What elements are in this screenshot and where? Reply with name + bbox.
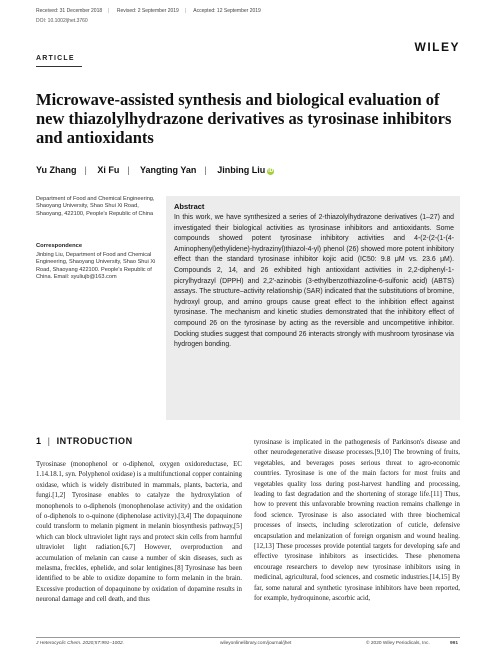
footer-url[interactable]: wileyonlinelibrary.com/journal/jhet xyxy=(220,641,292,646)
intro-left-column: Tyrosinase (monophenol or o-diphenol, oxygen oxidoreductase, EC 1.14.18.1, syn. Polyphenol oxidase) is a multifunctional copper containing oxidase, which is widely distributed in mammals, plants, bacteria, and fungi.[1,2] Tyrosinase enables to catalyze the hydroxylation of monophenols to o-diphenols (monophenolase activity) and the oxidation of o-diphenols to o-quinone (diphenolase activity).[3,4] The dopaquinone could transform to melanin pigment in melanin biosynthesis pathway,[5] which can block ultraviolet light rays and protect skin cells from harmful ultraviolet light radiation.[6,7] However, overproduction and accumulation of melanin can cause a number of skin diseases, such as melasma, freckles, ephelide, and solar lentigines.[8] Tyrosinase has been identified to be able to oxidize dopamine to form melanin in the brain. Excessive production of dopaquinone by oxidation of dopamine results in neuronal damage and cell death, and thus xyxy=(36,461,242,604)
footer-copyright: © 2020 Wiley Periodicals, Inc. xyxy=(366,641,430,646)
author-list: Yu Zhang | Xi Fu | Yangting Yan | Jinbing Liu iD xyxy=(36,165,274,175)
author-name: Jinbing Liu xyxy=(217,165,266,175)
paper-title: Microwave-assisted synthesis and biological evaluation of new thiazolylhydrazone derivatives as tyrosinase inhibitors and antioxidants xyxy=(36,90,452,147)
section-heading: 1 | INTRODUCTION xyxy=(36,436,133,446)
orcid-icon[interactable]: iD xyxy=(268,168,274,174)
abstract-text: In this work, we have synthesized a series of 2-thiazolylhydrazone derivatives (1–27) and investigated their biological activities as tyrosinase inhibitors and antioxidants. Some compounds showed potent tyrosinase inhibitory activities and 4-(2-(2-(1-(4-Aminophenyl)ethylidene)-hydrazinyl)thiazol-4-yl) phenol (26) showed more potent inhibitory effect than the standard tyrosinase inhibitor kojic acid (IC50: 9.8 μM vs. 23.6 μM). Compounds 2, 14, and 26 exhibited high antioxidant activities in 2,2-diphenyl-1-picrylhydrazyl (DPPH) and 2,2′-azinobis (3-ethylbenzothiazoline-6-sulfonic acid) (ABTS) assays. The structure–activity relationship (SAR) indicated that the substitutions of bromine, hydroxyl group, and amino groups cause great effect to the inhibition effect against tyrosinase. The mechanism and kinetic studies demonstrated that the inhibitory effect of compound 26 on the tyrosinase by acting as the reversible and uncompetitive inhibitor. Docking studies suggest that compound 26 interacts strongly with mushroom tyrosinase via hydrogen bonding. xyxy=(174,214,454,349)
article-type-rule xyxy=(36,66,82,67)
publisher-logo: WILEY xyxy=(414,40,460,54)
page-number: 991 xyxy=(450,641,459,646)
author-name: Xi Fu xyxy=(97,165,120,175)
section-title: INTRODUCTION xyxy=(56,436,133,446)
article-dates: Received: 31 December 2018 | Revised: 2 September 2019 | Accepted: 12 September 2019 xyxy=(36,8,261,14)
section-number: 1 xyxy=(36,436,42,446)
intro-right-column: tyrosinase is implicated in the pathogenesis of Parkinson's disease and other neurodegenerative disease processes.[9,10] The browning of fruits, vegetables, and beverages poses serious threat to agro-economic countries. Tyrosinase is one of the main factors for most fruits and vegetables quality loss during post-harvest handling and processing, leading to fast degradation and the shortening of storage life.[11] Thus, how to prevent this unfavorable browning reaction remains challenge in food science. Tyrosinase is also associated with three biochemical processes of insects, including sclerotization of cuticle, defensive encapsulation and melanization of foreign organism and wound healing.[12,13] These processes provide potential targets for developing safe and effective tyrosinase inhibitors as insecticides. These phenomena encourage researchers to develop new tyrosinase inhibitors using in medicinal, agricultural, food sciences, and cosmetic industries.[14,15] By far, some natural and synthetic tyrosinase inhibitors have been reported, for example, hydroquinone, ascorbic acid, xyxy=(254,439,460,603)
footer-journal: J Heterocyclic Chem. 2020;57:991–1002. xyxy=(36,641,124,646)
correspondence-text: Jinbing Liu, Department of Food and Chemical Engineering, Shaoyang University, Shao Shui Xi Road, Shaoyang 422100. People's Republic of China. Email: syuliujb@163.com xyxy=(36,252,156,281)
author-name: Yangting Yan xyxy=(140,165,197,175)
accepted-date: Accepted: 12 September 2019 xyxy=(193,8,261,14)
abstract-heading: Abstract xyxy=(174,202,205,211)
footer-rule xyxy=(36,637,460,638)
article-type: ARTICLE xyxy=(36,55,75,62)
revised-date: Revised: 2 September 2019 xyxy=(116,8,179,14)
affiliation: Department of Food and Chemical Engineering, Shaoyang University, Shao Shui Xi Road, Shaoyang, 422100, People's Republic of China xyxy=(36,196,155,217)
doi: DOI: 10.1002/jhet.3760 xyxy=(36,18,88,24)
received-date: Received: 31 December 2018 xyxy=(36,8,103,14)
correspondence-heading: Correspondence xyxy=(36,243,83,249)
author-name: Yu Zhang xyxy=(36,165,77,175)
